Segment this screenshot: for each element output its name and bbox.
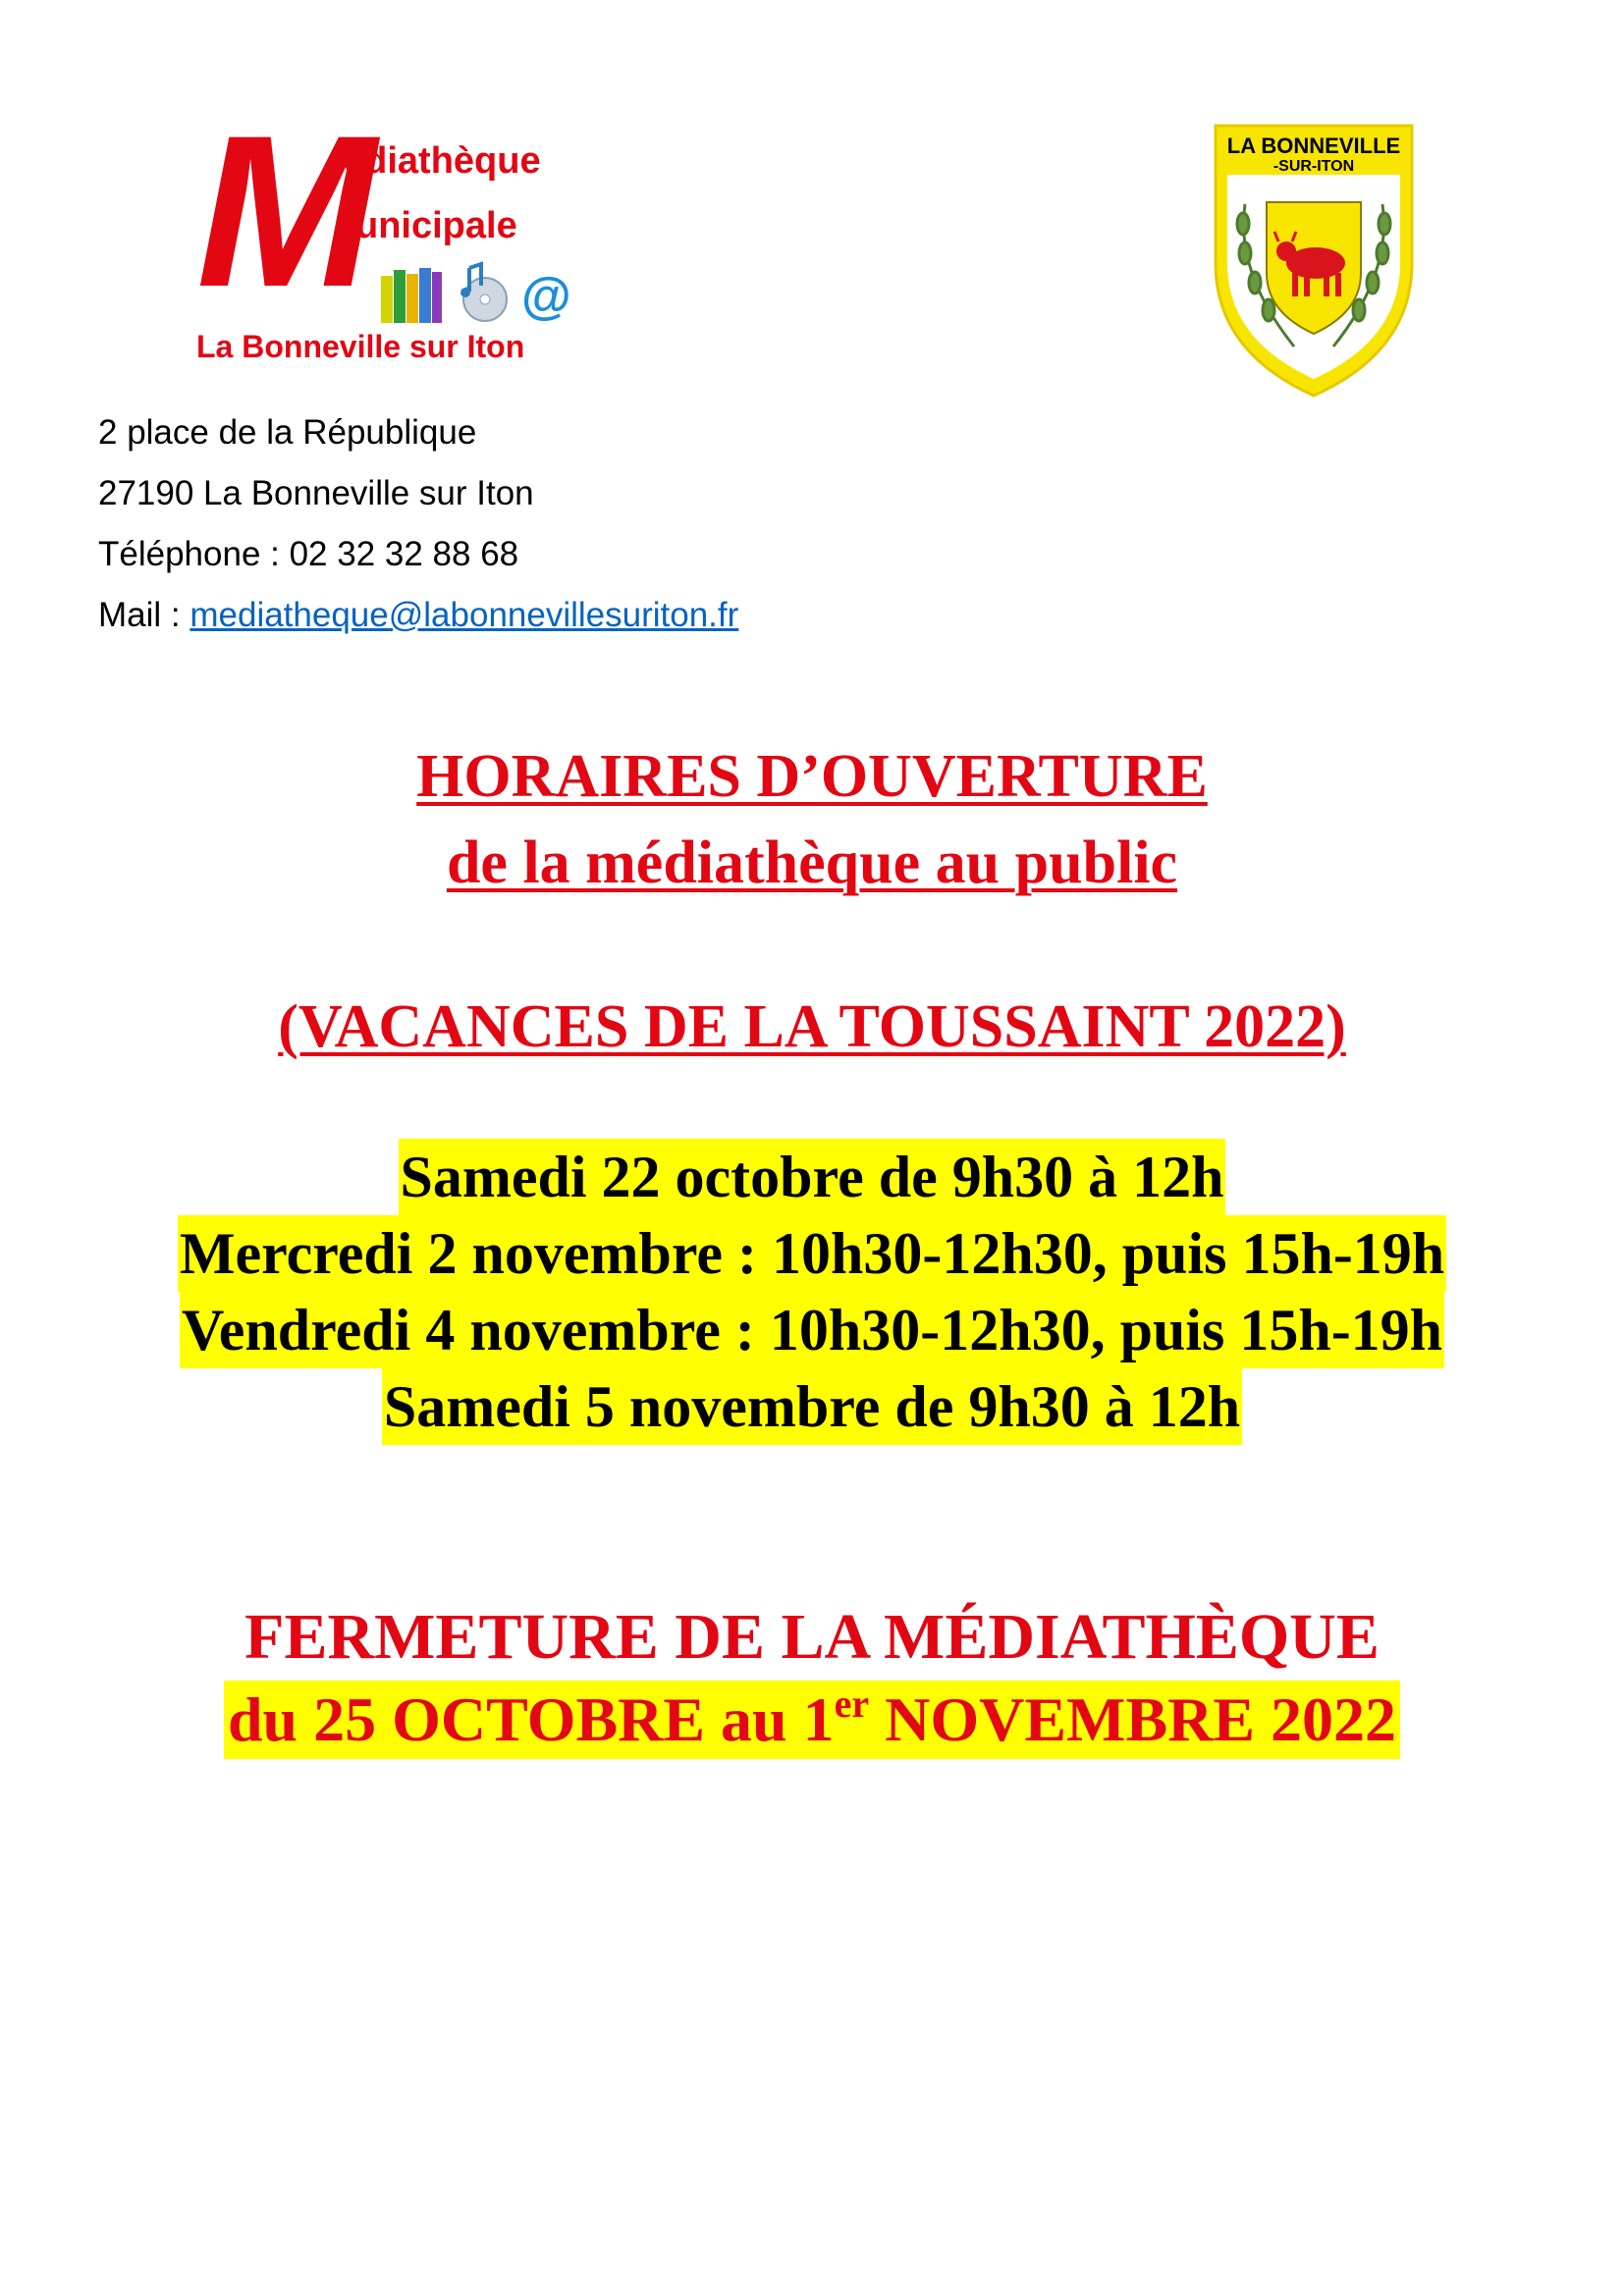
books-icon [381, 268, 442, 323]
crest-line-2: -SUR-ITON [1272, 158, 1355, 175]
address-city: 27190 La Bonneville sur Iton [98, 474, 534, 512]
crest-line-1: LA BONNEVILLE [1226, 133, 1401, 158]
heading-line-2: de la médiathèque au public [446, 829, 1178, 896]
address-phone: Téléphone : 02 32 32 88 68 [98, 535, 519, 573]
music-cd-icon [460, 264, 507, 321]
mediatheque-logo [196, 90, 589, 378]
mail-label: Mail : [98, 596, 190, 634]
address-street: 2 place de la République [98, 413, 477, 452]
hours-row: Samedi 5 novembre de 9h30 à 12h [0, 1368, 1624, 1445]
hours-row: Vendredi 4 novembre : 10h30-12h30, puis 15h-19h [0, 1292, 1624, 1368]
mail-link[interactable]: mediatheque@labonnevillesuriton.fr [189, 596, 739, 634]
logo-line-1: édiathèque [344, 140, 541, 182]
closure-dates-start: du 25 OCTOBRE au 1 [227, 1684, 835, 1754]
closure-dates-end: NOVEMBRE 2022 [869, 1684, 1397, 1754]
closure-title: FERMETURE DE LA MÉDIATHÈQUE [244, 1601, 1380, 1673]
logo-caption: La Bonneville sur Iton [196, 329, 525, 364]
hours-row: Mercredi 2 novembre : 10h30-12h30, puis 15h-19h [0, 1215, 1624, 1292]
heading-line-1: HORAIRES D’OUVERTURE [416, 743, 1208, 810]
opening-hours [0, 1139, 1624, 1445]
hours-row: Samedi 22 octobre de 9h30 à 12h [0, 1139, 1624, 1215]
logo-letter: M [196, 90, 373, 332]
logo-line-2: unicipale [355, 205, 517, 246]
address-block [98, 402, 738, 646]
town-crest [1206, 116, 1422, 400]
at-icon: @ [521, 268, 571, 325]
closure-dates [0, 1681, 1624, 1759]
media-icons [379, 258, 595, 327]
heading-period: (VACANCES DE LA TOUSSAINT 2022) [278, 993, 1346, 1060]
address-mail-line [98, 585, 738, 646]
closure-dates-sup: er [834, 1682, 870, 1726]
